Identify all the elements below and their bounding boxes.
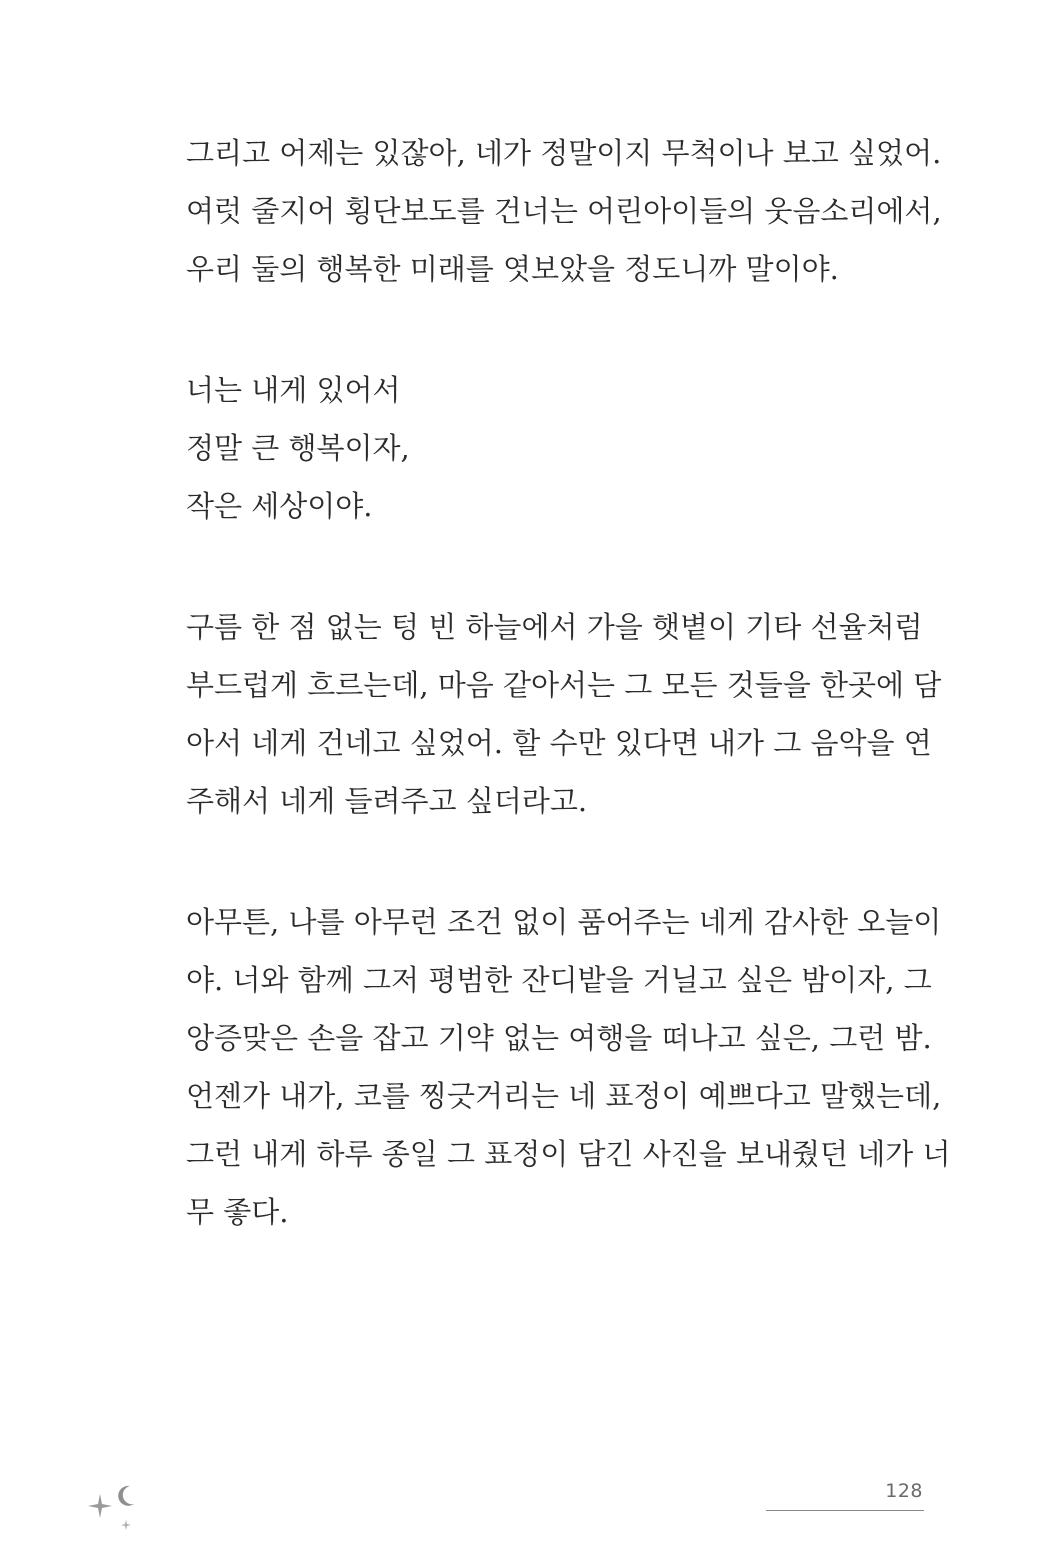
small-star-icon (121, 1520, 131, 1530)
paragraph-4 (186, 893, 951, 1241)
page-body (186, 124, 951, 1241)
moon-and-stars-icon (84, 1480, 144, 1540)
text-line: 주해서 네게 들려주고 싶더라고. (186, 784, 588, 818)
text-line: 아무튼, 나를 아무런 조건 없이 품어주는 네게 감사한 오늘이 (186, 905, 942, 939)
text-line: 우리 둘의 행복한 미래를 엿보았을 정도니까 말이야. (186, 252, 839, 286)
text-line: 무 좋다. (186, 1195, 289, 1229)
crescent-moon-icon (118, 1486, 134, 1506)
text-line: 구름 한 점 없는 텅 빈 하늘에서 가을 햇볕이 기타 선율처럼 (186, 610, 923, 644)
text-line: 정말 큰 행복이자, (186, 431, 410, 465)
paragraph-spacer (186, 830, 926, 893)
text-line: 여럿 줄지어 횡단보도를 건너는 어린아이들의 웃음소리에서, (186, 194, 942, 228)
text-line: 앙증맞은 손을 잡고 기약 없는 여행을 떠나고 싶은, 그런 밤. (186, 1021, 932, 1055)
page-number-rule (766, 1510, 924, 1511)
sparkle-star-icon (88, 1494, 112, 1518)
text-line: 그런 내게 하루 종일 그 표정이 담긴 사진을 보내줬던 네가 너 (186, 1137, 951, 1171)
paragraph-2 (186, 361, 926, 535)
text-line: 야. 너와 함께 그저 평범한 잔디밭을 거닐고 싶은 밤이자, 그 (186, 963, 932, 997)
text-line: 부드럽게 흐르는데, 마음 같아서는 그 모든 것들을 한곳에 담 (186, 668, 942, 702)
paragraph-spacer (186, 298, 926, 361)
text-line: 너는 내게 있어서 (186, 373, 401, 407)
text-line: 그리고 어제는 있잖아, 네가 정말이지 무척이나 보고 싶었어. (186, 136, 942, 170)
text-line: 아서 네게 건네고 싶었어. 할 수만 있다면 내가 그 음악을 연 (186, 726, 932, 760)
paragraph-3 (186, 598, 942, 830)
text-line: 작은 세상이야. (186, 489, 373, 523)
paragraph-spacer (186, 535, 926, 598)
text-line: 언젠가 내가, 코를 찡긋거리는 네 표정이 예쁘다고 말했는데, (186, 1079, 942, 1113)
page-number: 128 (885, 1480, 923, 1502)
paragraph-1 (186, 124, 942, 298)
